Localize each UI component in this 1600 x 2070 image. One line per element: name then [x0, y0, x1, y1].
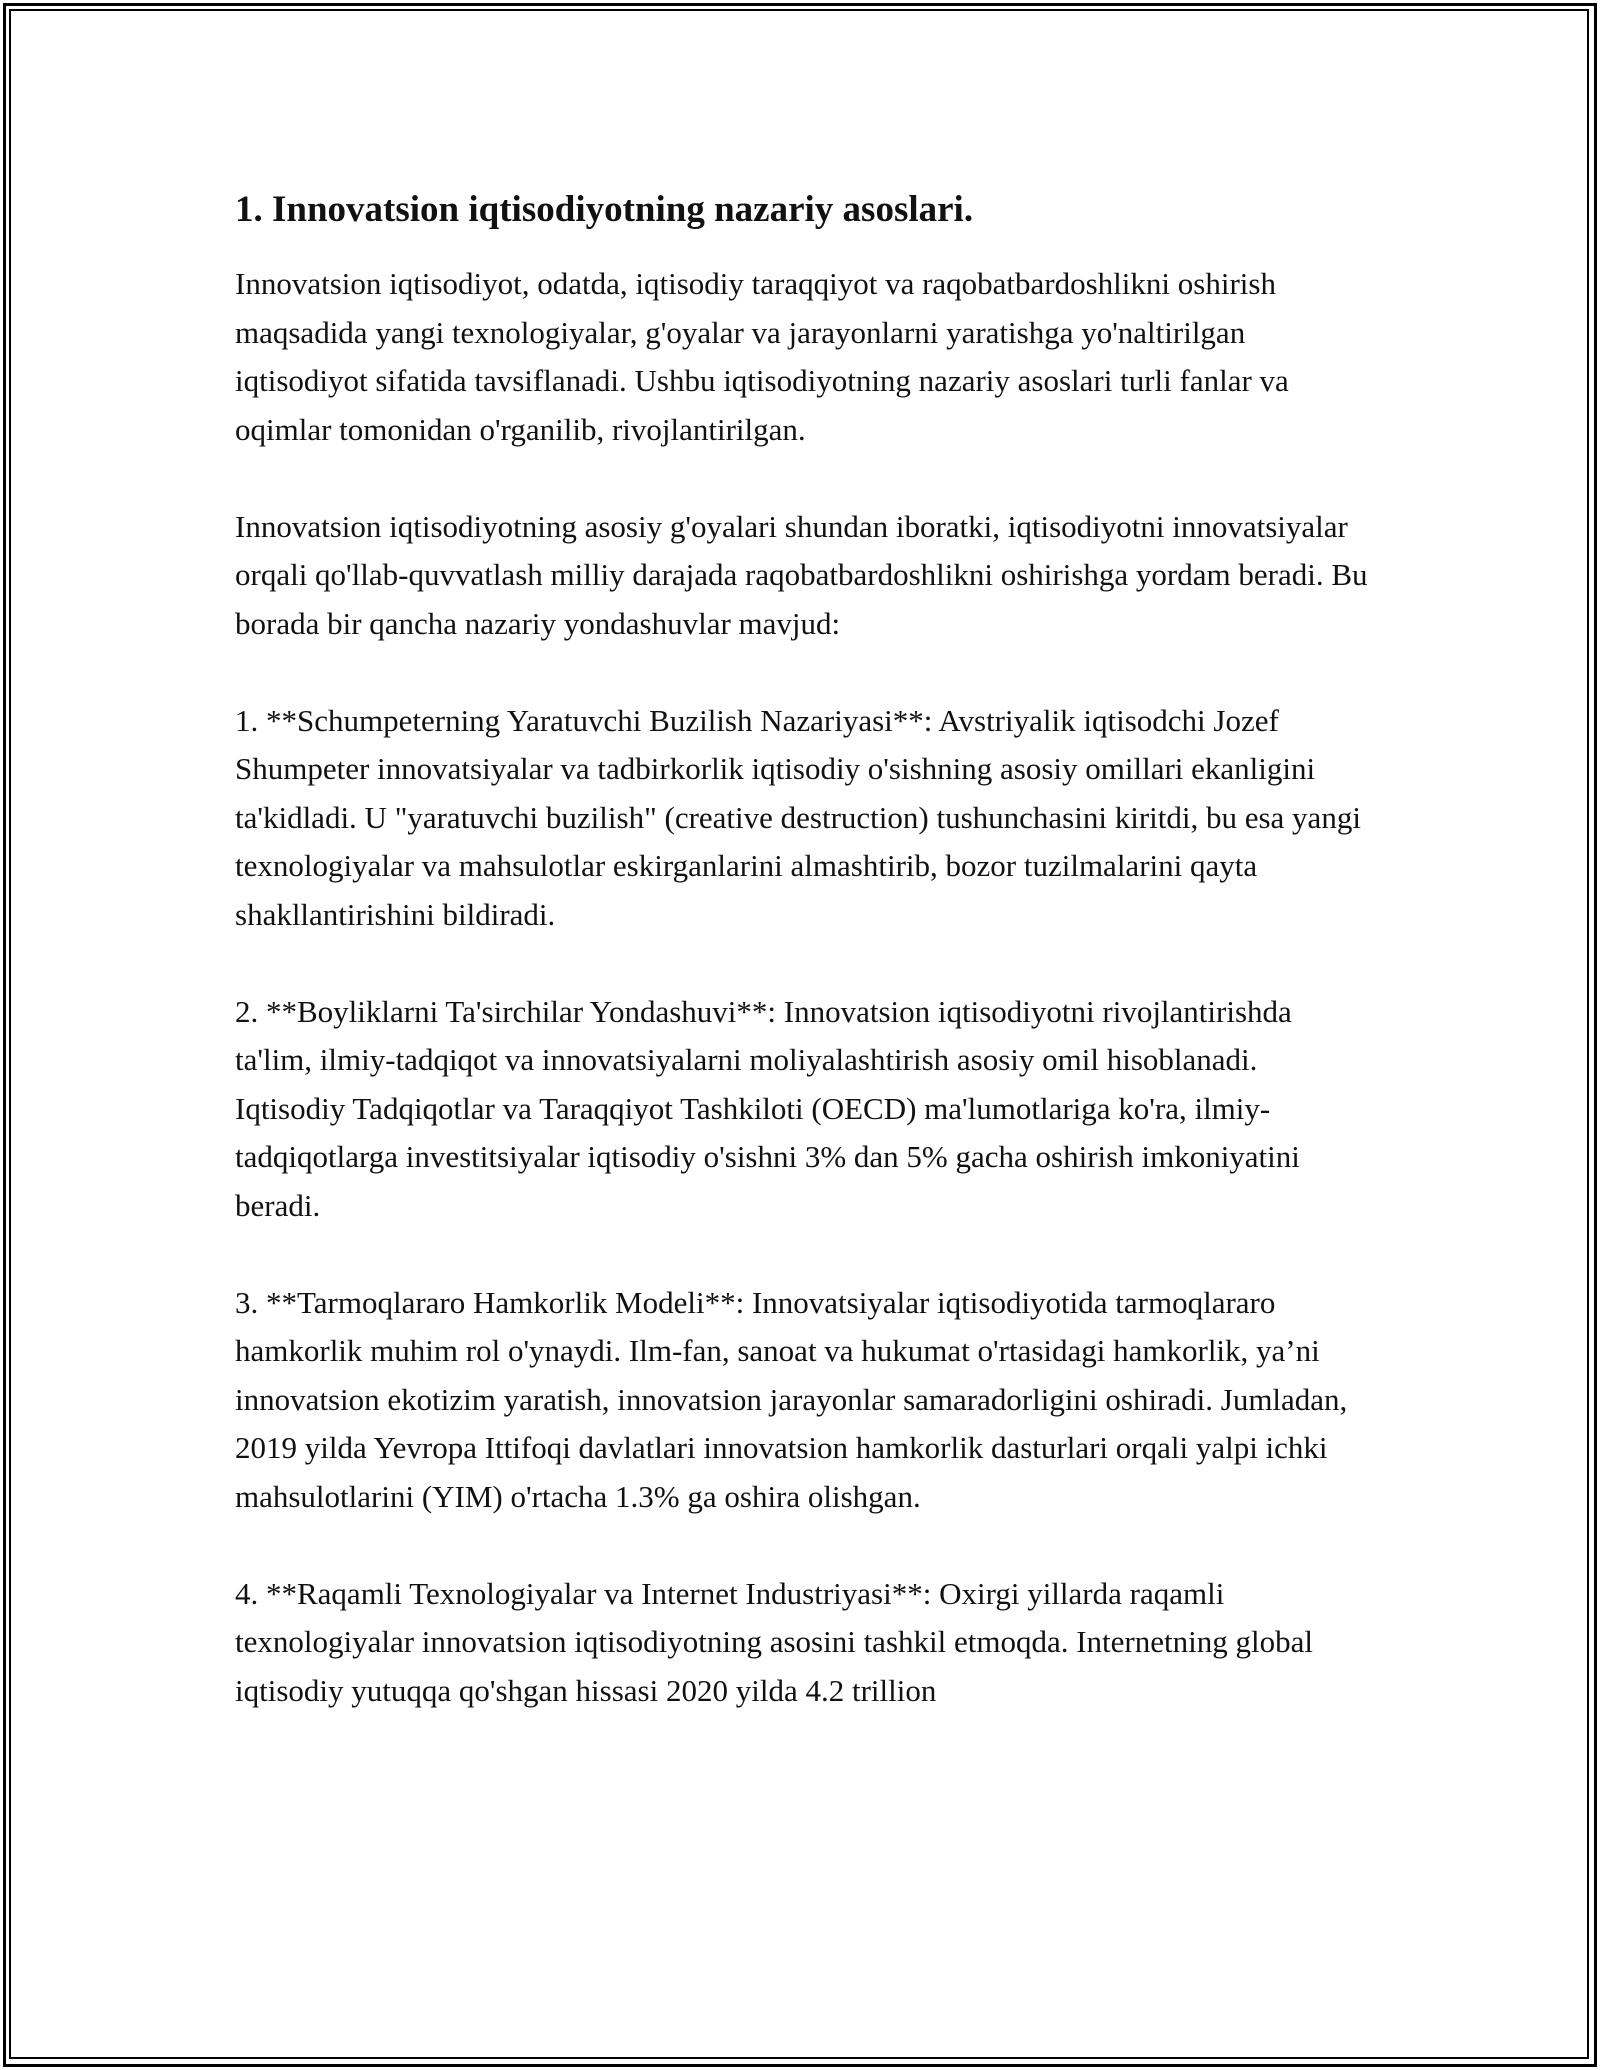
paragraph-intro: Innovatsion iqtisodiyot, odatda, iqtisodiy taraqqiyot va raqobatbardoshlikni oshirish maqsadida yangi texnologiyalar, g'oyalar va jarayonlarni yaratishga yo'naltirilgan iqtisodiyot sifatida tavsiflanadi. Ushbu iqtisodiyotning nazariy asoslari turli fanlar va oqimlar tomonidan o'rganilib, rivojlantirilgan.	[235, 266, 1289, 447]
paragraph-item-1: 1. **Schumpeterning Yaratuvchi Buzilish Nazariyasi**: Avstriyalik iqtisodchi Jozef Shumpeter innovatsiyalar va tadbirkorlik iqtisodiy o'sishning asosiy omillari ekanligini ta'kidladi. U "yaratuvchi buzilish" (creative destruction) tushunchasini kiritdi, bu esa yangi texnologiyalar va mahsulotlar eskirganlarini almashtirib, bozor tuzilmalarini qayta shakllantirishini bildiradi.	[235, 702, 1361, 932]
paragraph-approaches: Innovatsion iqtisodiyotning asosiy g'oyalari shundan iboratki, iqtisodiyotni innovatsiyalar orqali qo'llab-quvvatlash milliy darajada raqobatbardoshlikni oshirishga yordam beradi. Bu borada bir qancha nazariy yondashuvlar mavjud:	[235, 508, 1368, 641]
document-body	[235, 188, 1375, 1764]
document-title: 1. Innovatsion iqtisodiyotning nazariy asoslari.	[235, 189, 974, 230]
paragraph-item-2: 2. **Boyliklarni Ta'sirchilar Yondashuvi**: Innovatsion iqtisodiyotni rivojlantirishda ta'lim, ilmiy-tadqiqot va innovatsiyalarni moliyalashtirish asosiy omil hisoblanadi. Iqtisodiy Tadqiqotlar va Taraqqiyot Tashkiloti (OECD) ma'lumotlariga ko'ra, ilmiy-tadqiqotlarga investitsiyalar iqtisodiy o'sishni 3% dan 5% gacha oshirish imkoniyatini beradi.	[235, 993, 1300, 1223]
paragraph-item-3: 3. **Tarmoqlararo Hamkorlik Modeli**: Innovatsiyalar iqtisodiyotida tarmoqlararo hamkorlik muhim rol o'ynaydi. Ilm-fan, sanoat va hukumat o'rtasidagi hamkorlik, ya’ni innovatsion ekotizim yaratish, innovatsion jarayonlar samaradorligini oshiradi. Jumladan, 2019 yilda Yevropa Ittifoqi davlatlari innovatsion hamkorlik dasturlari orqali yalpi ichki mahsulotlarini (YIM) o'rtacha 1.3% ga oshira olishgan.	[235, 1284, 1348, 1514]
paragraph-item-4: 4. **Raqamli Texnologiyalar va Internet Industriyasi**: Oxirgi yillarda raqamli texnologiyalar innovatsion iqtisodiyotning asosini tashkil etmoqda. Internetning global iqtisodiy yutuqqa qo'shgan hissasi 2020 yilda 4.2 trillion	[235, 1575, 1313, 1708]
